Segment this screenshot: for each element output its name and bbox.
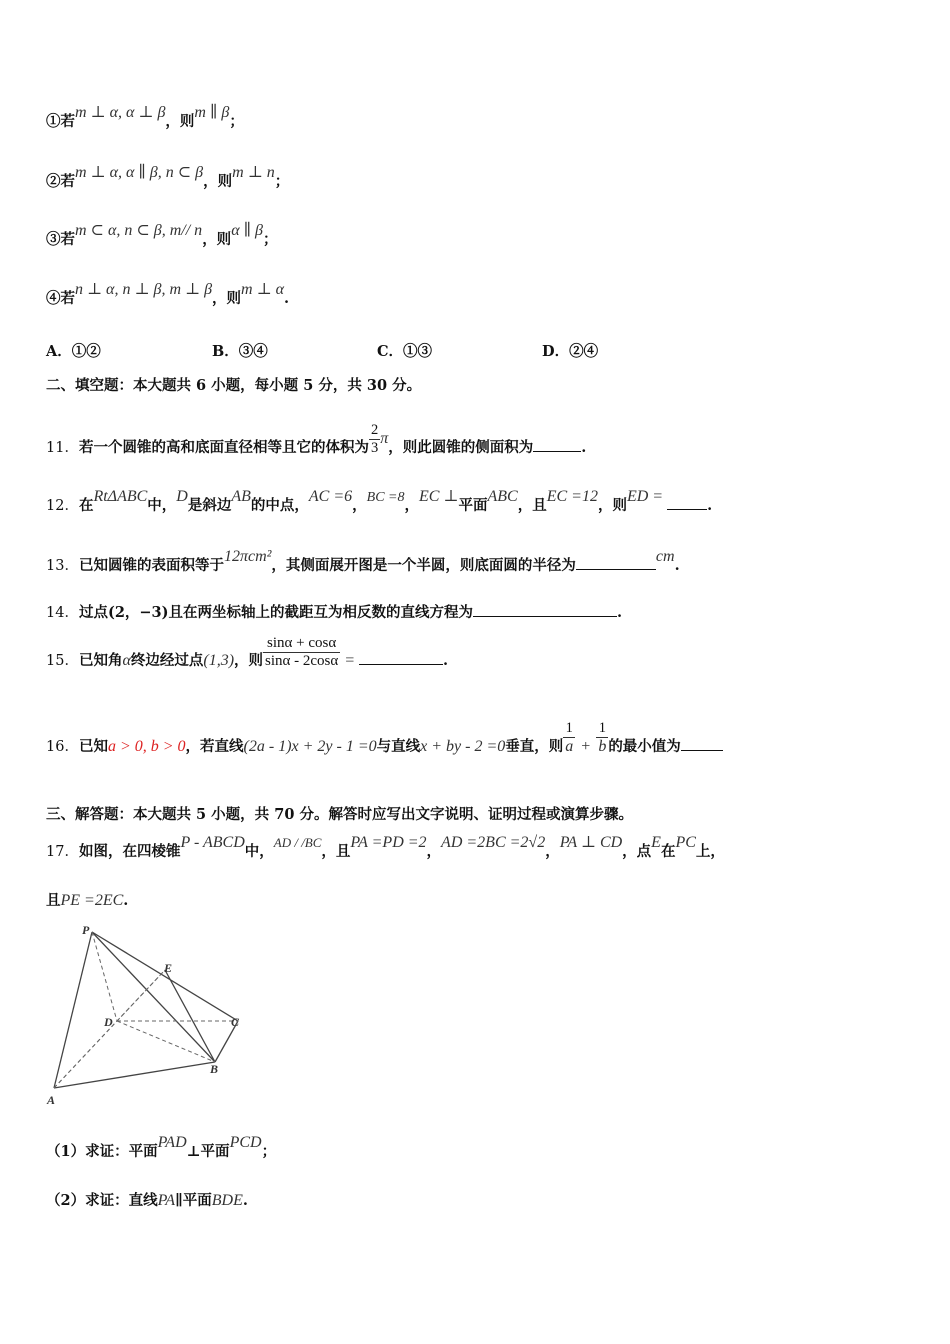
question-number: 12． [46, 498, 79, 514]
text: 是斜边 [187, 497, 232, 514]
answer-blank[interactable] [533, 450, 581, 452]
text: 上， [695, 843, 725, 860]
label-C: C [231, 1015, 240, 1029]
question-text: ，则此圆锥的侧面积为 [388, 439, 534, 456]
answer-blank[interactable] [576, 568, 656, 570]
math: ABC [487, 488, 518, 505]
punct: ； [229, 113, 244, 130]
statement-label: ④若 [46, 290, 75, 307]
question-11 [46, 422, 586, 457]
statement-2 [46, 164, 290, 191]
question-text: 若一个圆锥的高和底面直径相等且它的体积为 [78, 439, 369, 456]
punct: . [674, 557, 680, 574]
math: 12πcm² [223, 548, 272, 565]
math: EC ⊥ [418, 488, 459, 505]
question-16 [46, 720, 723, 756]
label-D: D [104, 1015, 113, 1029]
text: 中， [147, 497, 177, 514]
text: ， [426, 843, 442, 860]
math: PE =2EC [60, 892, 124, 909]
math: D [176, 488, 188, 505]
denominator: 3 [370, 440, 379, 456]
numerator: 2 [370, 422, 379, 438]
edge-PC [92, 932, 238, 1021]
math: EC =12 [546, 488, 598, 505]
statement-condition: n ⊥ α, n ⊥ β, m ⊥ β [75, 281, 213, 298]
edge-PB [92, 932, 215, 1062]
pi-symbol: π [380, 430, 389, 447]
statement-result: m ∥ β [194, 104, 230, 121]
math: cm [655, 548, 675, 565]
math: BDE [211, 1192, 243, 1209]
math: (2a - 1)x + 2y - 1 =0 [243, 738, 377, 755]
choice-text: ③④ [238, 343, 268, 360]
text: ，其侧面展开图是一个半圆，则底面圆的半径为 [271, 557, 576, 574]
choice-b[interactable] [212, 340, 268, 361]
statement-label: ③若 [46, 231, 75, 248]
punct: . [242, 1192, 248, 1209]
numerator: 1 [596, 720, 608, 738]
pyramid-figure [40, 918, 260, 1110]
question-number: 11． [46, 440, 79, 456]
punct: . [123, 892, 129, 909]
math: BC =8 [366, 490, 405, 505]
text: ，则 [597, 497, 627, 514]
text: 垂直，则 [505, 738, 564, 755]
section-heading-solutions: 三、解答题：本大题共 5 小题，共 70 分。解答时应写出文字说明、证明过程或演算步骤。 [46, 806, 633, 823]
question-17-line2 [46, 889, 128, 910]
sub-question-1 [46, 1134, 277, 1161]
edge-PA [54, 932, 92, 1088]
answer-blank[interactable] [359, 663, 443, 665]
text: 如图，在四棱锥 [78, 843, 181, 860]
math: ED = [626, 488, 664, 505]
question-12 [46, 488, 713, 515]
statement-condition: m ⊥ α, α ⊥ β [75, 104, 166, 121]
statement-4 [46, 281, 290, 308]
numerator: sinα + cosα [263, 635, 340, 653]
text: ， [352, 497, 367, 514]
statement-result: α ∥ β [231, 222, 263, 239]
punct: ； [262, 231, 278, 248]
choice-text: ②④ [569, 343, 599, 360]
statement-result: m ⊥ α [241, 281, 285, 298]
text: 且 [46, 892, 61, 909]
text: 已知圆锥的表面积等于 [78, 557, 224, 574]
question-number: 17． [46, 844, 79, 860]
statement-condition: m ⊂ α, n ⊂ β, m// n [75, 222, 203, 239]
math: PCD [229, 1134, 262, 1151]
edge-EB [165, 970, 215, 1062]
punct: . [284, 290, 290, 307]
math: PA =PD =2 [350, 834, 427, 851]
fraction [369, 422, 380, 457]
question-number: 14． [46, 605, 79, 621]
answer-blank[interactable] [473, 615, 617, 617]
text: ， [545, 843, 560, 860]
answer-blank[interactable] [667, 508, 707, 510]
text: （1）求证：平面 [46, 1143, 158, 1160]
then-text: ，则 [203, 173, 233, 190]
choice-letter: C． [377, 343, 404, 360]
text: （2）求证：直线 [46, 1192, 158, 1209]
math: RtΔABC [93, 488, 148, 505]
math: AB [231, 488, 251, 505]
label-A: A [47, 1093, 56, 1107]
question-number: 15． [46, 653, 79, 669]
math: AD =2BC =2√2 [441, 834, 546, 851]
text: 的最小值为 [608, 738, 681, 755]
punct: ； [261, 1143, 277, 1160]
choice-d[interactable] [542, 340, 598, 361]
denominator: b [598, 738, 607, 755]
choice-letter: B． [212, 343, 239, 360]
question-17 [46, 834, 725, 861]
text: ， [404, 497, 419, 514]
question-13 [46, 548, 680, 575]
edge-AB [54, 1062, 215, 1088]
math: E [651, 834, 661, 851]
math: PA [157, 1192, 176, 1209]
statement-label: ②若 [46, 173, 75, 190]
question-15 [46, 635, 448, 670]
text: 中， [244, 843, 274, 860]
statement-result: m ⊥ n [232, 164, 275, 181]
statement-condition: m ⊥ α, α ∥ β, n ⊂ β [75, 164, 204, 181]
fraction [263, 635, 340, 670]
statement-1 [46, 104, 244, 131]
choice-text: ①③ [403, 343, 433, 360]
fraction [563, 720, 575, 756]
denominator: sinα - 2cosα [265, 653, 339, 669]
statement-label: ①若 [46, 113, 75, 130]
math: α [122, 652, 131, 669]
punct: . [617, 604, 623, 621]
math: = [344, 652, 356, 669]
then-text: ，则 [202, 231, 232, 248]
math: PA ⊥ CD [559, 834, 623, 851]
section-heading-fill-blank: 二、填空题：本大题共 6 小题，每小题 5 分，共 30 分。 [46, 377, 422, 394]
label-E: E [164, 961, 173, 975]
text: ，且 [517, 497, 547, 514]
text: 在 [660, 843, 676, 860]
math: a > 0, b > 0 [107, 738, 186, 755]
math: PAD [157, 1134, 187, 1151]
text: ，若直线 [185, 738, 244, 755]
math: + [581, 738, 591, 755]
fraction [596, 720, 608, 756]
label-P: P [82, 923, 90, 937]
answer-blank[interactable] [681, 749, 723, 751]
text: 终边经过点 [130, 652, 204, 669]
choice-letter: D． [542, 343, 570, 360]
then-text: ，则 [165, 113, 195, 130]
question-14 [46, 601, 622, 622]
text: ，则 [234, 652, 264, 669]
punct: ； [274, 173, 290, 190]
text: 平面 [458, 497, 488, 514]
punct: . [443, 652, 449, 669]
edge-DB [117, 1021, 215, 1062]
punct: . [707, 497, 713, 514]
question-number: 13． [46, 558, 79, 574]
text: ，且 [321, 843, 351, 860]
text: 在 [78, 497, 94, 514]
math: (1,3) [203, 652, 235, 669]
text: 与直线 [376, 738, 421, 755]
text: 过点(2，−3)且在两坐标轴上的截距互为相反数的直线方程为 [78, 604, 473, 621]
choice-a[interactable] [46, 340, 101, 361]
punct: . [581, 439, 587, 456]
math: AD / /BC [273, 835, 322, 850]
choice-text: ①② [71, 343, 101, 360]
sub-question-2 [46, 1189, 248, 1210]
text: 的中点， [250, 497, 309, 514]
text: ，点 [622, 843, 652, 860]
math: AC =6 [308, 488, 353, 505]
math: PC [675, 834, 696, 851]
choice-letter: A． [46, 343, 72, 360]
math: P - ABCD [180, 834, 245, 851]
then-text: ，则 [212, 290, 242, 307]
text: ∥平面 [175, 1192, 212, 1209]
question-number: 16． [46, 739, 79, 755]
text: ⊥平面 [186, 1143, 230, 1160]
statement-3 [46, 222, 278, 249]
text: 已知角 [78, 652, 123, 669]
label-B: B [210, 1062, 219, 1076]
choice-c[interactable] [377, 340, 432, 361]
math: x + by - 2 =0 [420, 738, 506, 755]
denominator: a [565, 738, 574, 755]
numerator: 1 [563, 720, 575, 738]
text: 已知 [78, 738, 108, 755]
